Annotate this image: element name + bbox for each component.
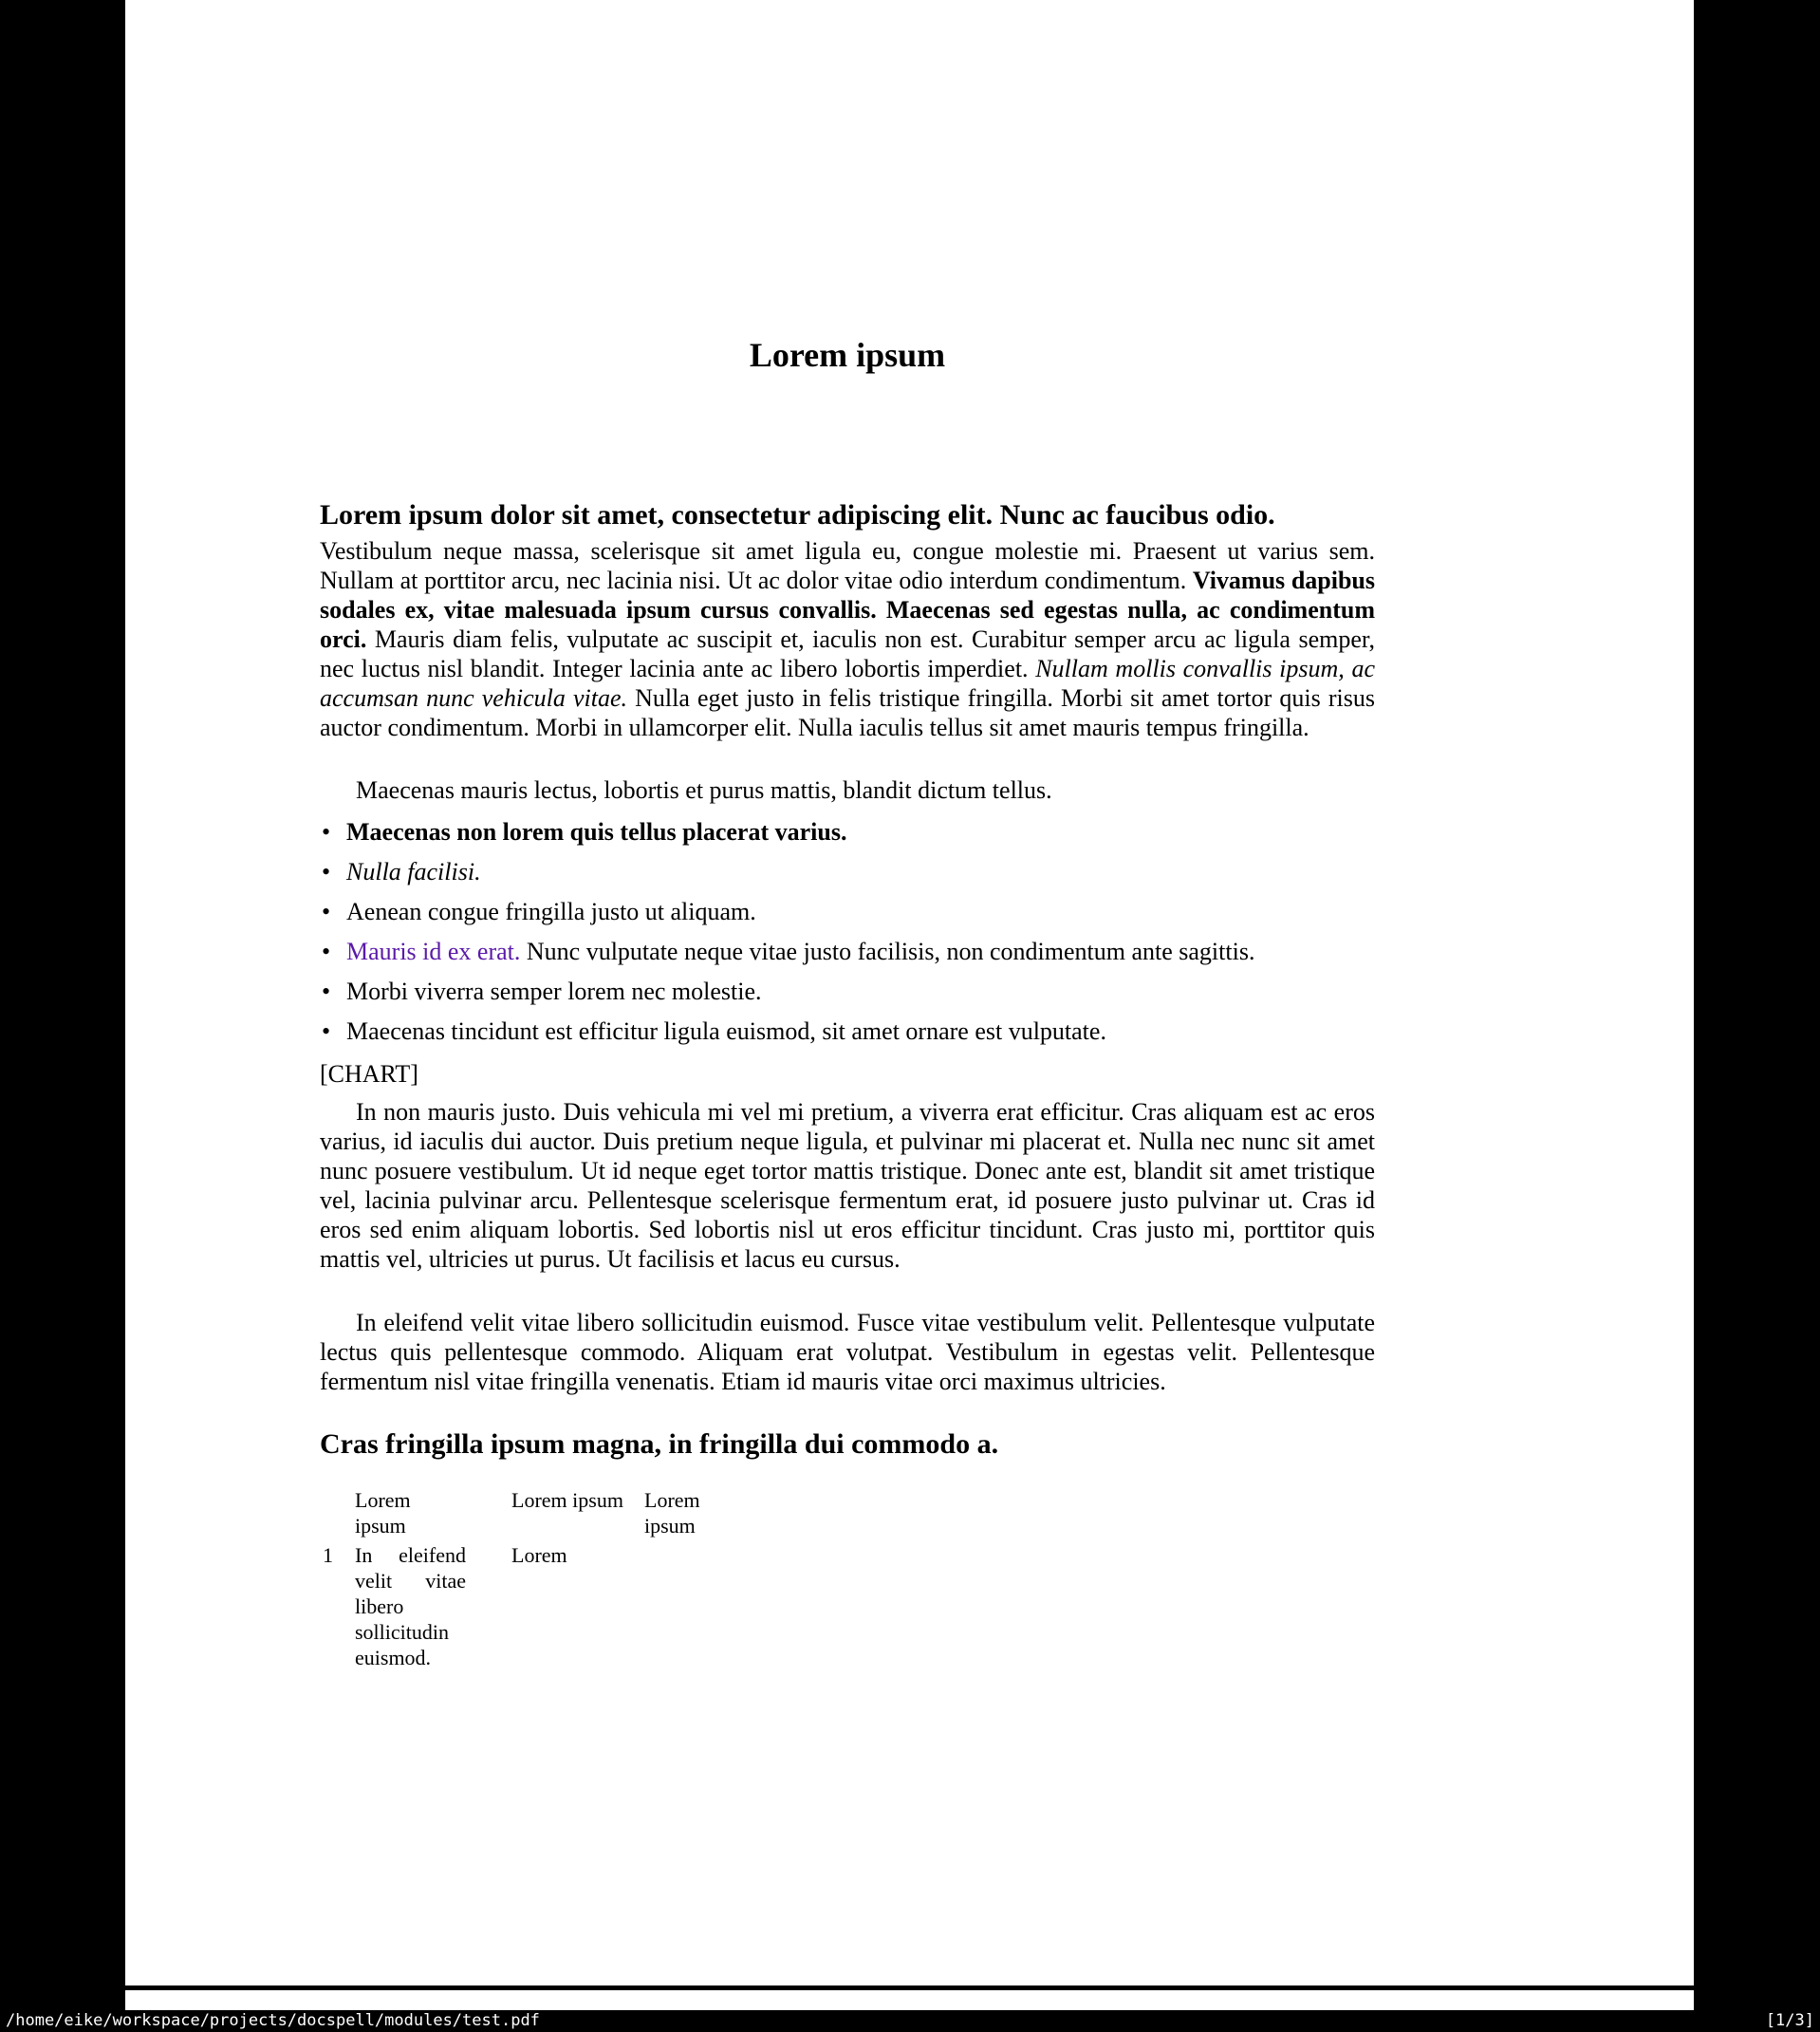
document-title: Lorem ipsum (749, 336, 946, 374)
text-segment: Nulla facilisi. (346, 858, 481, 886)
list-item (320, 1016, 1375, 1046)
table-cell: Lorem (511, 1543, 567, 1567)
table-cell: In eleifend velit vitae libero sollicitudin euismod. (355, 1543, 466, 1669)
text-segment: Nulla eget justo in felis tristique fringilla. Morbi sit amet tortor quis risus auctor condimentum. Morbi in ullamcorper elit. Nulla iaculis tellus sit amet mauris tempus fringilla. (320, 684, 1375, 741)
text-segment: Vestibulum neque massa, scelerisque sit amet ligula eu, congue molestie mi. Praesent ut varius sem. Nullam at porttitor arcu, nec lacinia nisi. Ut ac dolor vitae odio interdum condimentum. (320, 537, 1375, 594)
list-item (320, 857, 1375, 886)
text-segment: Morbi viverra semper lorem nec molestie. (346, 978, 762, 1005)
bullet-list (320, 817, 1375, 1046)
list-item (320, 937, 1375, 966)
text-segment: Mauris diam felis, vulputate ac suscipit et, iaculis non est. Curabitur semper arcu ac ligula semper, nec luctus nisl blandit. Integer lacinia ante ac libero lobortis imperdiet. (320, 625, 1375, 682)
list-item (320, 817, 1375, 847)
table-header-cell: Lorem ipsum (644, 1488, 700, 1538)
document-content (125, 334, 1694, 1670)
table-header-cell (323, 1487, 355, 1538)
pdf-page-2-top-sliver (125, 1990, 1694, 2010)
list-item (320, 977, 1375, 1006)
text-segment: Aenean congue fringilla justo ut aliquam. (346, 898, 756, 925)
table-header-cell: Lorem ipsum (511, 1488, 623, 1512)
text-segment: Nunc vulputate neque vitae justo facilisis, non condimentum ante sagittis. (520, 938, 1255, 965)
paragraph-body-1: In non mauris justo. Duis vehicula mi vel mi pretium, a viverra erat efficitur. Cras aliquam est ac eros varius, id iaculis dui auctor. Duis pretium neque ligula, et pulvinar mi placerat et. Nulla nec nunc sit amet nunc posuere vestibulum. Ut id neque eget tortor mattis tristique. Donec ante est, blandit sit amet tristique vel, lacinia pulvinar arcu. Pellentesque scelerisque fermentum erat, id posuere justo pulvinar ut. Cras id eros sed enim aliquam lobortis. Sed lobortis nisl ut eros efficitur tincidunt. Cras justo mi, porttitor quis mattis vel, ultricies ut purus. Ut facilisis et lacus eu cursus. (320, 1098, 1375, 1273)
statusbar-file-path: /home/eike/workspace/projects/docspell/modules/test.pdf (6, 2011, 540, 2030)
pdf-page-1 (125, 0, 1694, 1985)
statusbar (0, 2010, 1820, 2032)
paragraph-intro (320, 536, 1375, 742)
paragraph-indented: Maecenas mauris lectus, lobortis et purus mattis, blandit dictum tellus. (356, 776, 1052, 804)
paragraph-body-2: In eleifend velit vitae libero sollicitudin euismod. Fusce vitae vestibulum velit. Pellentesque vulputate lectus quis pellentesque commodo. Aliquam erat volutpat. Vestibulum in egestas velit. Pellentesque fermentum nisl vitae fringilla venenatis. Etiam id mauris vitae orci maximus ultricies. (320, 1309, 1375, 1395)
text-link[interactable]: Mauris id ex erat. (346, 938, 521, 965)
table-cell (644, 1542, 753, 1670)
section-heading-1: Lorem ipsum dolor sit amet, consectetur adipiscing elit. Nunc ac faucibus odio. (320, 499, 1275, 531)
section-heading-2: Cras fringilla ipsum magna, in fringilla dui commodo a. (320, 1428, 999, 1460)
table-header-cell: Lorem ipsum (355, 1488, 411, 1538)
list-item (320, 897, 1375, 926)
document-table (323, 1487, 1375, 1670)
text-segment: Maecenas non lorem quis tellus placerat varius. (346, 818, 847, 846)
chart-placeholder: [CHART] (320, 1060, 418, 1088)
text-segment: Nullam mollis convallis ipsum, ac accumsan nunc vehicula vitae. (320, 655, 1375, 712)
statusbar-page-indicator: [1/3] (1765, 2011, 1814, 2030)
table-cell: 1 (323, 1543, 333, 1567)
text-segment: Maecenas tincidunt est efficitur ligula euismod, sit amet ornare est vulputate. (346, 1017, 1106, 1045)
text-segment: Vivamus dapibus sodales ex, vitae malesuada ipsum cursus convallis. Maecenas sed egestas nulla, ac condimentum orci. (320, 567, 1375, 653)
